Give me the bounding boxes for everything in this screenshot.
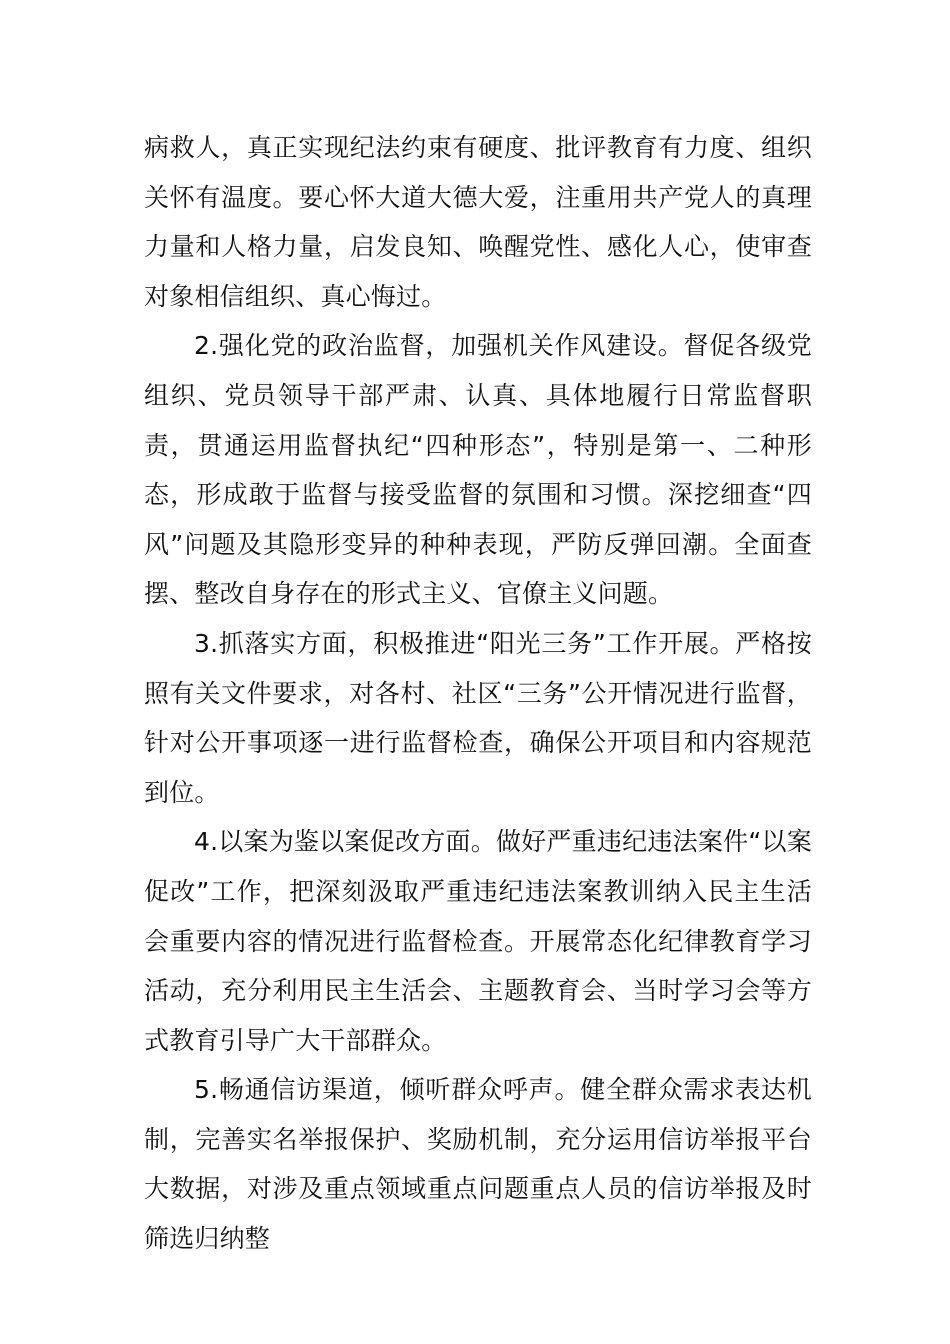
paragraph-continuation: 病救人，真正实现纪法约束有硬度、批评教育有力度、组织关怀有温度。要心怀大道大德大爱，注重用共产党人的真理力量和人格力量，启发良知、唤醒党性、感化人心，使审查对象相信组织、真心悔过。 (144, 133, 812, 311)
paragraph-item-3: 3.抓落实方面，积极推进“阳光三务”工作开展。严格按照有关文件要求，对各村、社区“三务”公开情况进行监督，针对公开事项逐一进行监督检查，确保公开项目和内容规范到位。 (144, 628, 812, 807)
paragraph-item-4: 4.以案为鉴以案促改方面。做好严重违纪违法案件“以案促改”工作，把深刻汲取严重违纪违法案教训纳入民主生活会重要内容的情况进行监督检查。开展常态化纪律教育学习活动，充分利用民主生活会、主题教育会、当时学习会等方式教育引导广大干部群众。 (144, 827, 812, 1055)
paragraph-item-2: 2.强化党的政治监督，加强机关作风建设。督促各级党组织、党员领导干部严肃、认真、具体地履行日常监督职责，贯通运用监督执纪“四种形态”，特别是第一、二种形态，形成敢于监督与接受监督的氛围和习惯。深挖细查“四风”问题及其隐形变异的种种表现，严防反弹回潮。全面查摆、整改自身存在的形式主义、官僚主义问题。 (144, 331, 812, 609)
paragraph-item-5: 5.畅通信访渠道，倾听群众呼声。健全群众需求表达机制，完善实名举报保护、奖励机制，充分运用信访举报平台大数据，对涉及重点领域重点问题重点人员的信访举报及时筛选归纳整 (144, 1075, 812, 1254)
document-body (144, 123, 812, 1264)
